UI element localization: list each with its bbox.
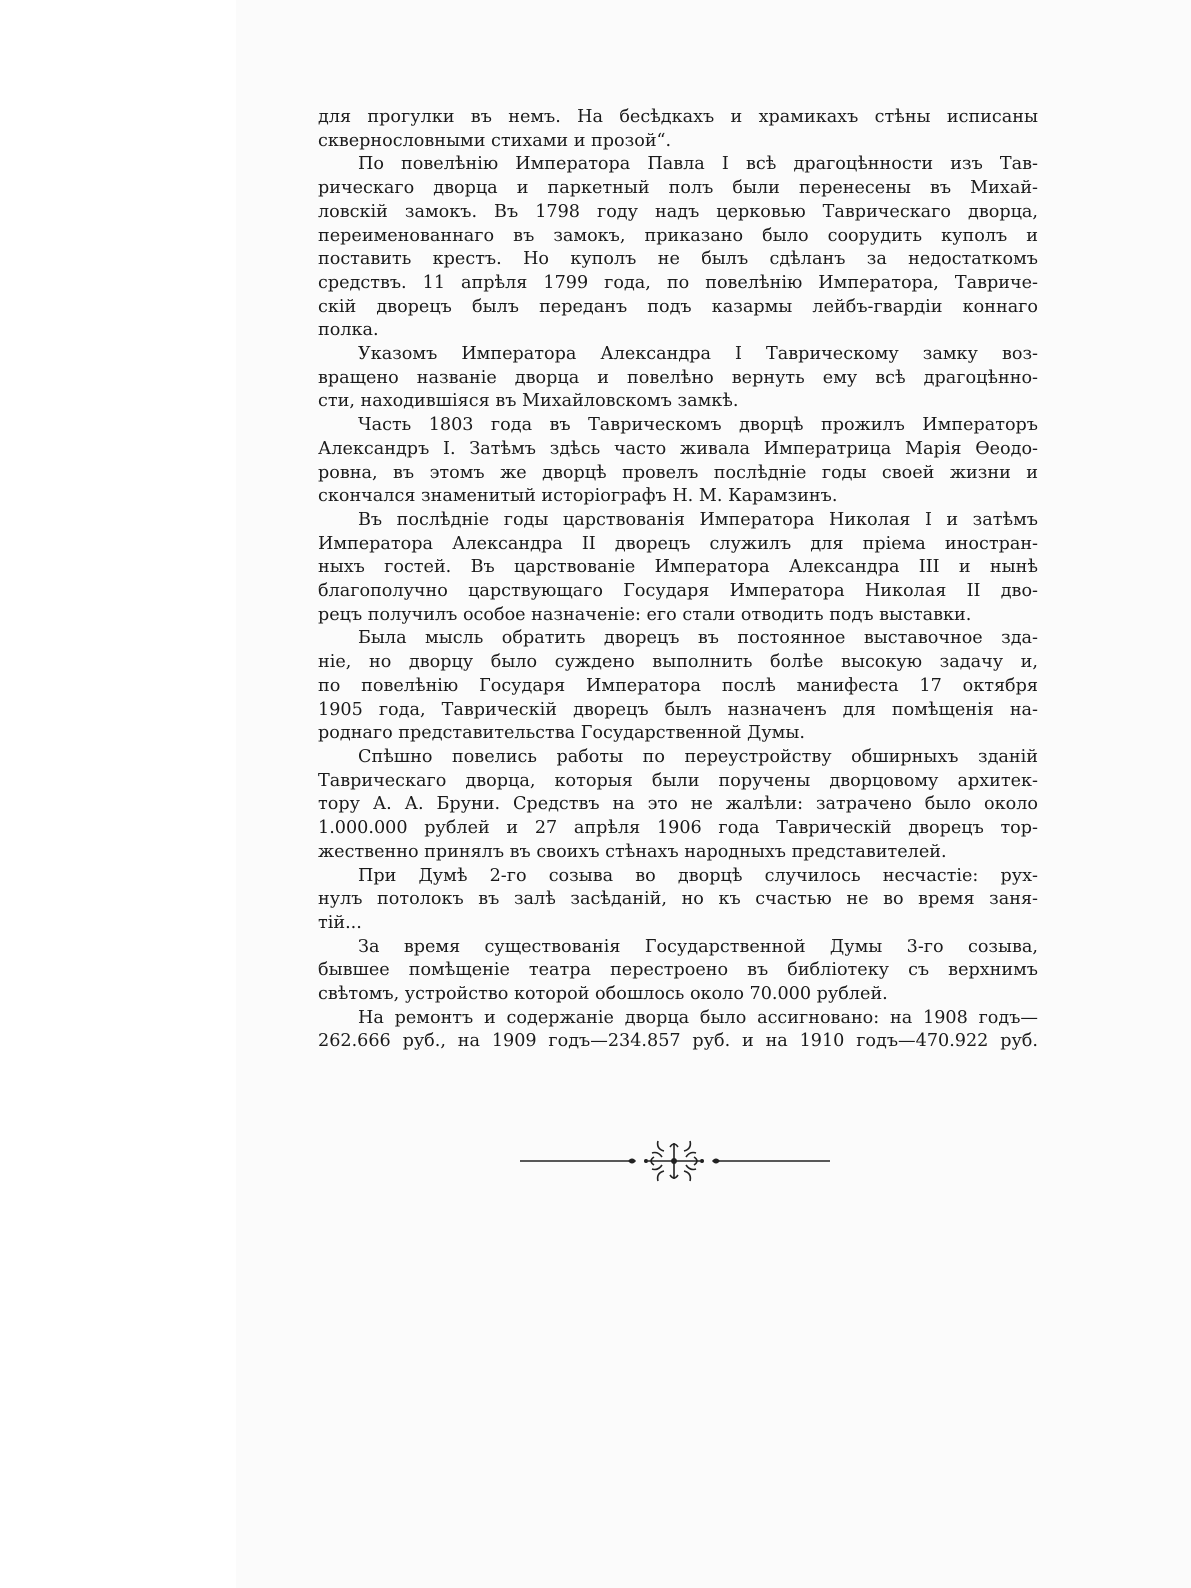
text-line: Александръ I. Затѣмъ здѣсь часто живала Императрица Марія Ѳеодо- xyxy=(318,438,1038,459)
text-line: 1.000.000 рублей и 27 апрѣля 1906 года Таврическій дворецъ тор- xyxy=(318,818,1038,839)
text-line: скончался знаменитый исторіографъ Н. М. Карамзинъ. xyxy=(318,486,838,507)
text-line: рецъ получилъ особое назначеніе: его стали отводить подъ выставки. xyxy=(318,604,972,625)
text-line: переименованнаго въ замокъ, приказано было соорудить куполъ и xyxy=(318,225,1038,246)
text-line: По повелѣнію Императора Павла I всѣ драгоцѣнности изъ Тав- xyxy=(358,154,1038,175)
text-line: благополучно царствующаго Государя Императора Николая II дво- xyxy=(318,581,1038,602)
text-line: Императора Александра II дворецъ служилъ для пріема иностран- xyxy=(318,533,1038,554)
paragraph xyxy=(318,153,1038,343)
text-line: тору А. А. Бруни. Средствъ на это не жалѣли: затрачено было около xyxy=(318,794,1038,815)
text-line: ловскій замокъ. Въ 1798 году надъ церковью Таврическаго дворца, xyxy=(318,201,1038,222)
text-line: ныхъ гостей. Въ царствованіе Императора Александра III и нынѣ xyxy=(318,557,1038,578)
text-line: Спѣшно повелись работы по переустройству обширныхъ зданій xyxy=(358,746,1038,767)
text-line: поставить крестъ. Но куполъ не былъ сдѣланъ за недостаткомъ xyxy=(318,249,1038,270)
text-line: При Думѣ 2-го созыва во дворцѣ случилось несчастіе: рух- xyxy=(358,865,1038,886)
document-body xyxy=(318,106,1038,1054)
paragraph xyxy=(318,627,1038,746)
text-line: Была мысль обратить дворецъ въ постоянное выставочное зда- xyxy=(358,628,1038,649)
paragraph xyxy=(318,414,1038,509)
paragraph xyxy=(318,343,1038,414)
fleuron-divider-icon xyxy=(520,1138,840,1188)
text-line: ровна, въ этомъ же дворцѣ провелъ послѣдніе годы своей жизни и xyxy=(318,462,1038,483)
text-line: сквернословными стихами и прозой“. xyxy=(318,130,672,151)
text-line: средствъ. 11 апрѣля 1799 года, по повелѣнію Императора, Тавриче- xyxy=(318,272,1038,293)
text-line: свѣтомъ, устройство которой обошлось около 70.000 рублей. xyxy=(318,984,888,1005)
text-line: для прогулки въ немъ. На бесѣдкахъ и храмикахъ стѣны исписаны xyxy=(318,107,1038,127)
text-line: Въ послѣдніе годы царствованія Императора Николая I и затѣмъ xyxy=(358,509,1038,530)
text-line: 1905 года, Таврическій дворецъ былъ назначенъ для помѣщенія на- xyxy=(318,699,1038,720)
paragraph xyxy=(318,106,1038,153)
text-line: Указомъ Императора Александра I Таврическому замку воз- xyxy=(358,344,1038,365)
text-line: по повелѣнію Государя Императора послѣ манифеста 17 октября xyxy=(318,675,1038,696)
text-line: ніе, но дворцу было суждено выполнить болѣе высокую задачу и, xyxy=(318,652,1038,673)
text-line: За время существованія Государственной Думы 3-го созыва, xyxy=(358,936,1038,957)
text-line: роднаго представительства Государственной Думы. xyxy=(318,723,805,744)
paragraph xyxy=(318,936,1038,1007)
paragraph xyxy=(318,1007,1038,1054)
text-line: Таврическаго дворца, которыя были поручены дворцовому архитек- xyxy=(318,770,1038,791)
text-line: тій... xyxy=(318,912,362,933)
text-line: нулъ потолокъ въ залѣ засѣданій, но къ счастью не во время заня- xyxy=(318,889,1038,910)
text-line: 262.666 руб., на 1909 годъ—234.857 руб. и на 1910 годъ—470.922 руб. xyxy=(318,1031,1038,1052)
text-line: Часть 1803 года въ Таврическомъ дворцѣ прожилъ Императоръ xyxy=(358,415,1038,436)
text-line: полка. xyxy=(318,320,379,341)
text-line: бывшее помѣщеніе театра перестроено въ библіотеку съ верхнимъ xyxy=(318,960,1038,981)
paragraph xyxy=(318,746,1038,865)
text-line: рическаго дворца и паркетный полъ были перенесены въ Михай- xyxy=(318,178,1038,199)
text-line: вращено названіе дворца и повелѣно вернуть ему всѣ драгоцѣнно- xyxy=(318,367,1038,388)
paragraph xyxy=(318,509,1038,628)
paragraph xyxy=(318,865,1038,936)
text-line: На ремонтъ и содержаніе дворца было ассигновано: на 1908 годъ— xyxy=(358,1007,1038,1028)
text-line: скій дворецъ былъ переданъ подъ казармы лейбъ-гвардіи коннаго xyxy=(318,296,1038,317)
text-line: жественно принялъ въ своихъ стѣнахъ народныхъ представителей. xyxy=(318,841,947,862)
text-line: сти, находившіяся въ Михайловскомъ замкѣ. xyxy=(318,391,739,412)
